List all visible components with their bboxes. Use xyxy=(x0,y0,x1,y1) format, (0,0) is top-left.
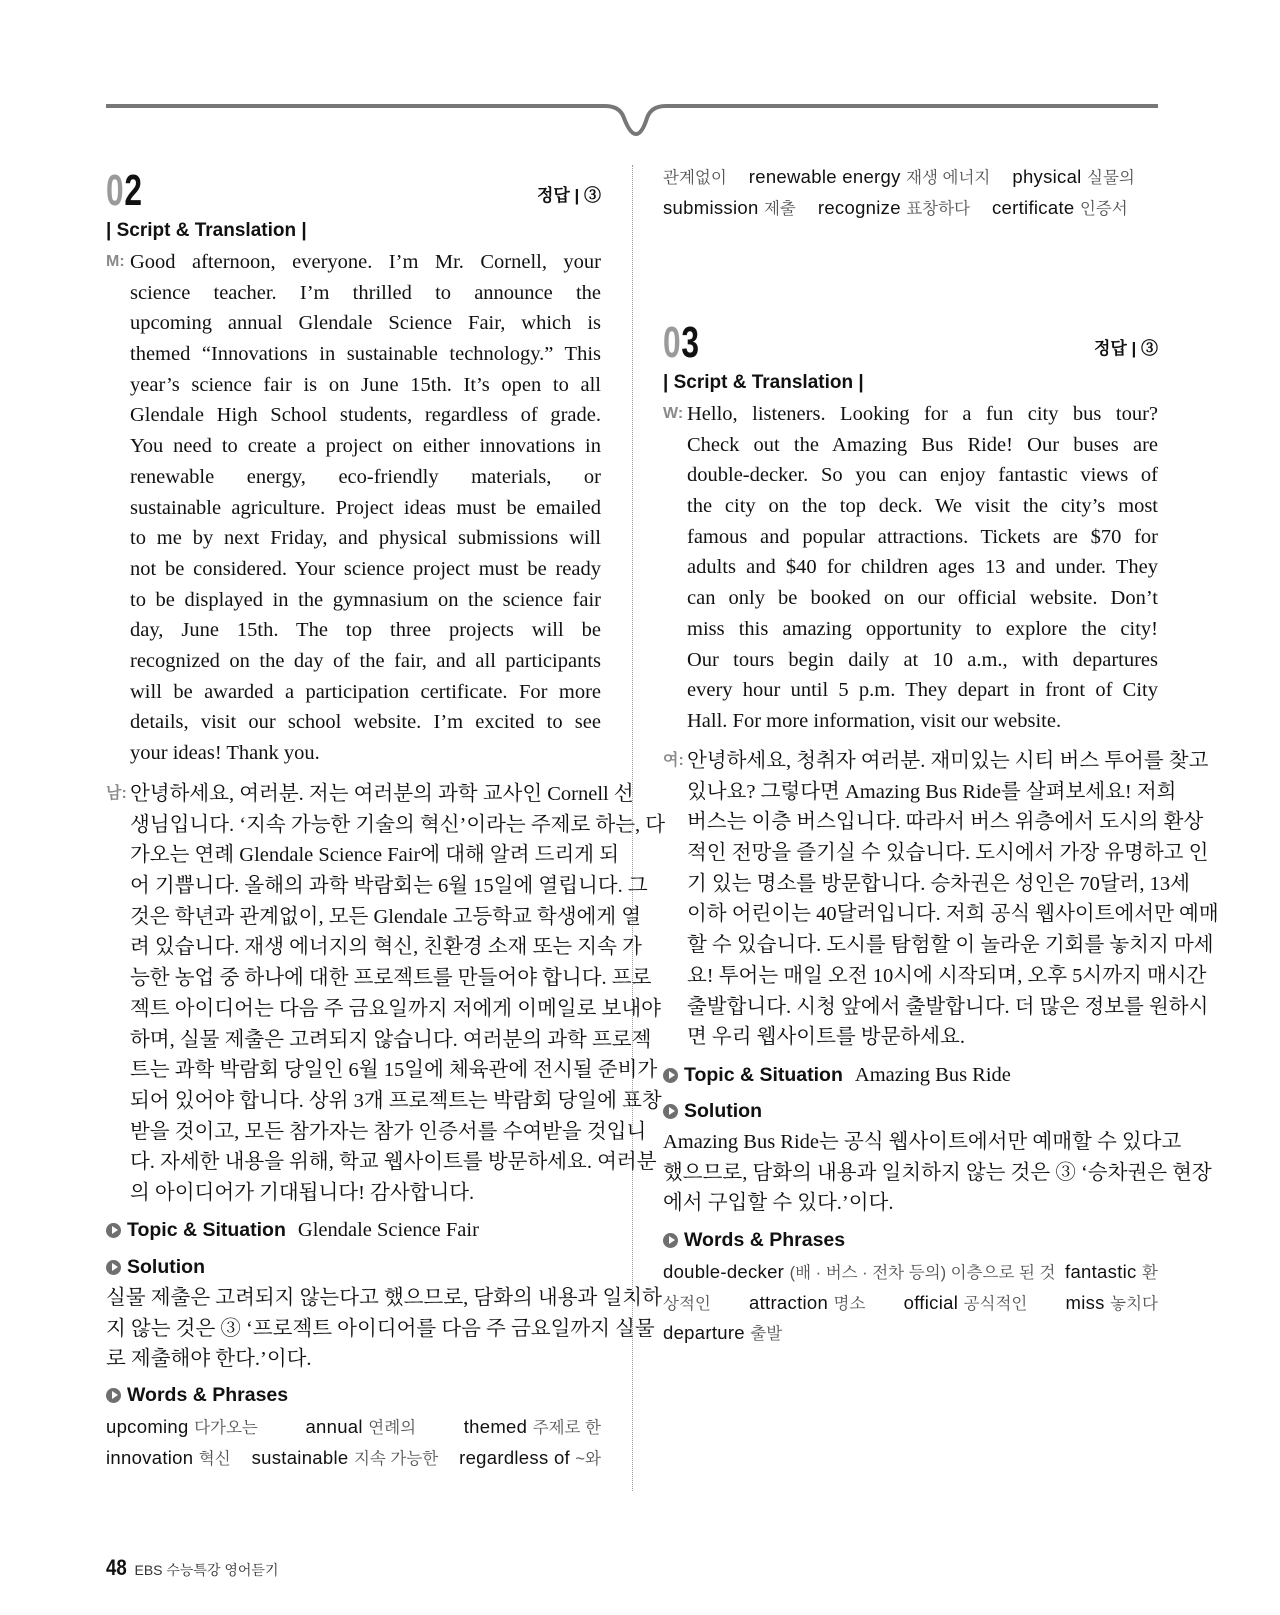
solution-text xyxy=(106,1283,662,1375)
vocab-item xyxy=(663,193,796,224)
topic-label: Topic & Situation xyxy=(127,1219,286,1241)
script-korean xyxy=(106,779,666,1209)
text-line: upcoming annual Glendale Science Fair, which is xyxy=(130,312,601,335)
text-line: 가오는 연례 Glendale Science Fair에 대해 알려 드리게 되 xyxy=(130,844,619,867)
play-bullet-icon xyxy=(106,1388,121,1403)
play-bullet-icon xyxy=(663,1104,678,1119)
text-line: 어 기쁩니다. 올해의 과학 박람회는 6월 15일에 열립니다. 그 xyxy=(130,875,648,898)
page-footer xyxy=(106,1555,278,1581)
text-line: will be awarded a participation certificate. For more xyxy=(130,680,601,703)
solution-label: Solution xyxy=(127,1256,205,1278)
vocab-row xyxy=(106,1443,601,1474)
vocab-meaning: 명소 xyxy=(833,1294,866,1313)
script-lines xyxy=(687,746,1219,1053)
text-line: to me by next Friday, and physical submissions will xyxy=(130,527,601,550)
solution-text xyxy=(663,1127,1212,1219)
top-divider-rule xyxy=(0,0,1280,150)
question-number xyxy=(663,318,700,367)
vocab-term: upcoming xyxy=(106,1416,195,1437)
text-line: Our tours begin daily at 10 a.m., with departures xyxy=(687,648,1158,671)
vocab-meaning: 공식적인 xyxy=(963,1294,1028,1313)
vocab-term: recognize xyxy=(817,196,907,218)
vocab-meaning: 인증서 xyxy=(1079,199,1128,218)
text-line: 이하 어린이는 40달러입니다. 저희 공식 웹사이트에서만 예매 xyxy=(687,903,1219,926)
text-line: 생님입니다. ‘지속 가능한 기술의 혁신’이라는 주제로 하는, 다 xyxy=(130,813,666,836)
solution-heading xyxy=(663,1098,762,1124)
vocab-term: sustainable xyxy=(251,1446,354,1468)
script-lines xyxy=(687,399,1158,737)
text-line: 있나요? 그렇다면 Amazing Bus Ride를 살펴보세요! 저희 xyxy=(687,780,1177,803)
vocab-item xyxy=(663,162,727,193)
words-list xyxy=(106,1412,601,1473)
speaker-label: M: xyxy=(106,253,125,270)
number-main: 3 xyxy=(681,318,700,367)
words-heading xyxy=(106,1382,288,1408)
vocab-meaning: 지속 가능한 xyxy=(353,1449,439,1468)
vocab-item xyxy=(464,1412,601,1443)
vocab-item xyxy=(663,1257,1055,1288)
vocab-term: miss xyxy=(1065,1291,1111,1313)
text-line: 려 있습니다. 재생 에너지의 혁신, 친환경 소재 또는 지속 가 xyxy=(130,936,642,959)
vocab-meaning: 표창하다 xyxy=(906,199,970,218)
book-title: EBS 수능특강 영어듣기 xyxy=(134,1562,279,1578)
text-line: day, June 15th. The top three projects will be xyxy=(130,619,601,642)
text-line: 실물 제출은 고려되지 않는다고 했으므로, 담화의 내용과 일치하 xyxy=(106,1287,662,1309)
vocab-term: innovation xyxy=(106,1446,199,1468)
vocab-item xyxy=(749,162,991,193)
vocab-item xyxy=(106,1412,258,1443)
vocab-meaning: 출발 xyxy=(750,1325,783,1344)
vocab-row xyxy=(663,1288,1158,1319)
vocab-meaning: 제출 xyxy=(763,199,796,218)
words-list xyxy=(663,1257,1158,1349)
vocab-term: official xyxy=(903,1291,964,1313)
vocab-row xyxy=(663,162,1158,193)
text-line: 트는 과학 박람회 당일인 6월 15일에 체육관에 전시될 준비가 xyxy=(130,1059,658,1082)
speaker-label: W: xyxy=(663,405,684,422)
text-line: You need to create a project on either innovations in xyxy=(130,435,601,458)
text-line: 했으므로, 담화의 내용과 일치하지 않는 것은 ③ ‘승차권은 현장 xyxy=(663,1161,1212,1184)
text-line: 에서 구입할 수 있다.’이다. xyxy=(663,1192,894,1215)
text-line: Check out the Amazing Bus Ride! Our buses are xyxy=(687,433,1158,456)
text-line: your ideas! Thank you. xyxy=(130,742,320,764)
play-bullet-icon xyxy=(106,1223,121,1238)
text-line: 기 있는 명소를 방문합니다. 승차권은 성인은 70달러, 13세 xyxy=(687,872,1190,895)
text-line: Hall. For more information, visit our website. xyxy=(687,709,1062,732)
vocab-meaning: 상적인 xyxy=(663,1294,711,1313)
text-line: 면 우리 웹사이트를 방문하세요. xyxy=(687,1026,965,1049)
topic-value: Amazing Bus Ride xyxy=(854,1064,1011,1086)
vocab-meaning: 연례의 xyxy=(368,1419,417,1437)
vocab-meaning: 환 xyxy=(1142,1264,1158,1282)
vocab-item xyxy=(663,1318,782,1349)
vocab-term: attraction xyxy=(749,1291,834,1313)
vocab-meaning: 실물의 xyxy=(1087,169,1135,187)
vocab-term: departure xyxy=(663,1322,751,1344)
text-line: 할 수 있습니다. 도시를 탐험할 이 놀라운 기회를 놓치지 마세 xyxy=(687,934,1214,957)
topic-section xyxy=(663,1062,1011,1088)
number-prefix: 0 xyxy=(106,166,125,215)
vocab-term: submission xyxy=(663,196,764,218)
vocab-item xyxy=(749,1288,865,1319)
text-line: Amazing Bus Ride는 공식 웹사이트에서만 예매할 수 있다고 xyxy=(663,1131,1182,1153)
text-line: themed “Innovations in sustainable technology.” This xyxy=(130,343,601,366)
text-line: 젝트 아이디어는 다음 주 금요일까지 저에게 이메일로 보내야 xyxy=(130,997,661,1020)
solution-heading xyxy=(106,1254,205,1280)
play-bullet-icon xyxy=(663,1233,678,1248)
play-bullet-icon xyxy=(106,1260,121,1275)
vocab-term: regardless of xyxy=(459,1446,576,1468)
text-line: science teacher. I’m thrilled to announce the xyxy=(130,281,601,304)
text-line: 안녕하세요, 청취자 여러분. 재미있는 시티 버스 투어를 찾고 xyxy=(687,750,1209,772)
vocab-term: double-decker xyxy=(663,1261,790,1282)
vocab-row xyxy=(106,1412,601,1443)
vocab-meaning: 재생 에너지 xyxy=(906,169,991,187)
vocab-item xyxy=(1065,1257,1158,1288)
speaker-label: 여: xyxy=(663,752,684,769)
answer-label: 정답 | ③ xyxy=(536,186,601,205)
vocab-item xyxy=(106,1443,231,1474)
text-line: Hello, listeners. Looking for a fun city bus tour? xyxy=(687,403,1158,425)
vocab-meaning: 주제로 한 xyxy=(532,1419,601,1437)
text-line: 안녕하세요, 여러분. 저는 여러분의 과학 교사인 Cornell 선 xyxy=(130,783,634,805)
question-number xyxy=(106,166,143,215)
text-line: 되어 있어야 합니다. 상위 3개 프로젝트는 박람회 당일에 표창 xyxy=(130,1089,662,1112)
words-label: Words & Phrases xyxy=(127,1384,289,1406)
text-line: 지 않는 것은 ③ ‘프로젝트 아이디어를 다음 주 금요일까지 실물 xyxy=(106,1317,655,1340)
text-line: the city on the top deck. We visit the city’s most xyxy=(687,495,1158,518)
words-heading xyxy=(663,1227,845,1253)
play-bullet-icon xyxy=(663,1068,678,1083)
script-english xyxy=(663,399,1158,737)
number-prefix: 0 xyxy=(663,318,682,367)
vocab-term: renewable energy xyxy=(748,166,907,187)
vocab-meaning: 관계없이 xyxy=(663,169,727,187)
text-line: double-decker. So you can enjoy fantastic views of xyxy=(687,464,1158,487)
words-list-continued xyxy=(663,162,1158,223)
text-line: adults and $40 for children ages 13 and under. They xyxy=(687,556,1158,579)
topic-label: Topic & Situation xyxy=(684,1064,843,1086)
vocab-meaning: 다가오는 xyxy=(194,1419,258,1437)
words-label: Words & Phrases xyxy=(684,1229,846,1251)
vocab-meaning: ~와 xyxy=(575,1449,601,1468)
text-line: 버스는 이층 버스입니다. 따라서 버스 위층에서 도시의 환상 xyxy=(687,811,1204,834)
text-line: miss this amazing opportunity to explore the city! xyxy=(687,617,1158,640)
vocab-row xyxy=(663,1257,1158,1288)
text-line: to be displayed in the gymnasium on the science fair xyxy=(130,588,601,611)
text-line: 의 아이디어가 기대됩니다! 감사합니다. xyxy=(130,1181,475,1204)
page-number: 48 xyxy=(106,1555,127,1580)
vocab-item xyxy=(992,193,1128,224)
vocab-row xyxy=(663,1318,1158,1349)
text-line: famous and popular attractions. Tickets are $70 for xyxy=(687,525,1158,548)
text-line: 출발합니다. 시청 앞에서 출발합니다. 더 많은 정보를 원하시 xyxy=(687,995,1209,1018)
vocab-meaning: 혁신 xyxy=(198,1449,231,1468)
text-line: renewable energy, eco-friendly materials, or xyxy=(130,465,601,488)
topic-value: Glendale Science Fair xyxy=(297,1219,479,1241)
vocab-term: annual xyxy=(305,1416,369,1437)
speaker-label: 남: xyxy=(106,785,127,802)
text-line: 요! 투어는 매일 오전 10시에 시작되며, 오후 5시까지 매시간 xyxy=(687,964,1207,987)
text-line: details, visit our school website. I’m excited to see xyxy=(130,711,601,734)
vocab-term: fantastic xyxy=(1065,1261,1143,1282)
vocab-term: themed xyxy=(463,1416,533,1437)
text-line: Glendale High School students, regardless of grade. xyxy=(130,404,601,427)
vocab-item xyxy=(663,1288,711,1319)
script-english xyxy=(106,247,601,769)
vocab-item xyxy=(1066,1288,1159,1319)
solution-label: Solution xyxy=(684,1100,762,1122)
text-line: Good afternoon, everyone. I’m Mr. Cornell, your xyxy=(130,251,601,273)
script-heading: | Script & Translation | xyxy=(663,372,864,393)
script-lines xyxy=(130,247,601,769)
text-line: recognized on the day of the fair, and all participants xyxy=(130,649,601,672)
text-line: sustainable agriculture. Project ideas must be emailed xyxy=(130,496,601,519)
text-line: 다. 자세한 내용을 위해, 학교 웹사이트를 방문하세요. 여러분 xyxy=(130,1151,657,1174)
text-line: 적인 전망을 즐기실 수 있습니다. 도시에서 가장 유명하고 인 xyxy=(687,842,1209,865)
text-line: can only be booked on our official website. Don’t xyxy=(687,587,1158,610)
vocab-term: certificate xyxy=(992,196,1080,218)
vocab-item xyxy=(305,1412,416,1443)
vocab-meaning: 놓치다 xyxy=(1110,1294,1158,1313)
vocab-item xyxy=(818,193,970,224)
text-line: not be considered. Your science project must be ready xyxy=(130,557,601,580)
vocab-term: physical xyxy=(1012,166,1088,187)
vocab-item xyxy=(459,1443,601,1474)
solution-lines xyxy=(663,1127,1212,1219)
text-line: 받을 것이고, 모든 참가자는 참가 인증서를 수여받을 것입니 xyxy=(130,1120,647,1143)
answer-label: 정답 | ③ xyxy=(1093,339,1158,358)
text-line: 능한 농업 중 하나에 대한 프로젝트를 만들어야 합니다. 프로 xyxy=(130,967,652,990)
text-line: 것은 학년과 관계없이, 모든 Glendale 고등학교 학생에게 열 xyxy=(130,905,642,928)
script-korean xyxy=(663,746,1219,1053)
vocab-item xyxy=(904,1288,1028,1319)
vocab-row xyxy=(663,193,1158,224)
text-line: 로 제출해야 한다.’이다. xyxy=(106,1348,312,1371)
text-line: year’s science fair is on June 15th. It’s open to all xyxy=(130,373,601,396)
script-lines xyxy=(130,779,666,1209)
vocab-meaning: (배 · 버스 · 전차 등의) 이층으로 된 것 xyxy=(789,1264,1056,1282)
text-line: every hour until 5 p.m. They depart in front of City xyxy=(687,679,1158,702)
number-main: 2 xyxy=(124,166,143,215)
vocab-item xyxy=(1012,162,1135,193)
vocab-item xyxy=(252,1443,439,1474)
text-line: 하며, 실물 제출은 고려되지 않습니다. 여러분의 과학 프로젝 xyxy=(130,1028,652,1051)
script-heading: | Script & Translation | xyxy=(106,220,307,241)
topic-section xyxy=(106,1217,479,1243)
solution-lines xyxy=(106,1283,662,1375)
